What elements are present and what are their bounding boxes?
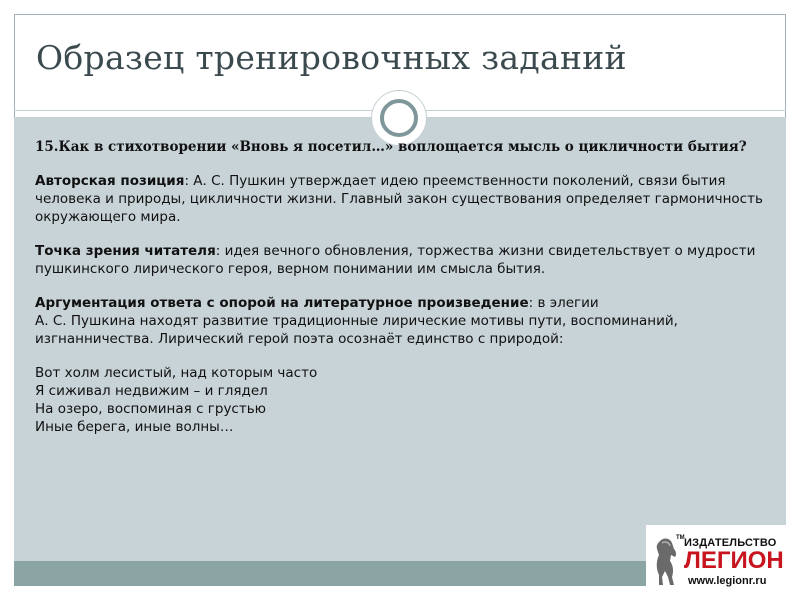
ring-icon [380, 99, 418, 137]
slide-title: Образец тренировочных заданий [36, 38, 627, 77]
publisher-label: ИЗДАТЕЛЬСТВО [684, 537, 777, 549]
trademark-mark: TM [676, 535, 685, 541]
publisher-url: www.legionr.ru [688, 575, 767, 587]
publisher-name: ЛЕГИОН [684, 547, 784, 574]
question-text: 15.Как в стихотворении «Вновь я посетил…» воплощается мысль о цикличности бытия? [35, 139, 747, 155]
author-position [35, 172, 770, 226]
author-label: Авторская позиция [35, 173, 185, 189]
slide-body [35, 138, 770, 452]
poem-line: Я сиживал недвижим – и глядел [35, 383, 268, 399]
poem-line: На озеро, воспоминая с грустью [35, 401, 267, 417]
argument-text-2: А. С. Пушкина находят развитие традиционные лирические мотивы пути, воспоминаний, изгнанничества. Лирический герой поэта осознаёт единство с природой: [35, 313, 678, 347]
publisher-logo [646, 525, 789, 594]
poem-line: Вот холм лесистый, над которым часто [35, 365, 318, 381]
argumentation [35, 294, 770, 348]
reader-view [35, 242, 770, 278]
poem-line: Иные берега, иные волны… [35, 419, 234, 435]
argument-label: Аргументация ответа с опорой на литературное произведение [35, 295, 529, 311]
reader-text: : идея вечного обновления, торжества жизни свидетельствует о мудрости пушкинского лирического героя, верном понимании им смысла бытия. [35, 243, 756, 277]
argument-text: : в элегии [528, 295, 599, 311]
poem-quote [35, 364, 770, 436]
horse-icon [650, 535, 682, 587]
author-text: : А. С. Пушкин утверждает идею преемственности поколений, связи бытия человека и природы, цикличности жизни. Главный закон существования определяет гармоничность окружающего мира. [35, 173, 763, 225]
reader-label: Точка зрения читателя [35, 243, 216, 259]
